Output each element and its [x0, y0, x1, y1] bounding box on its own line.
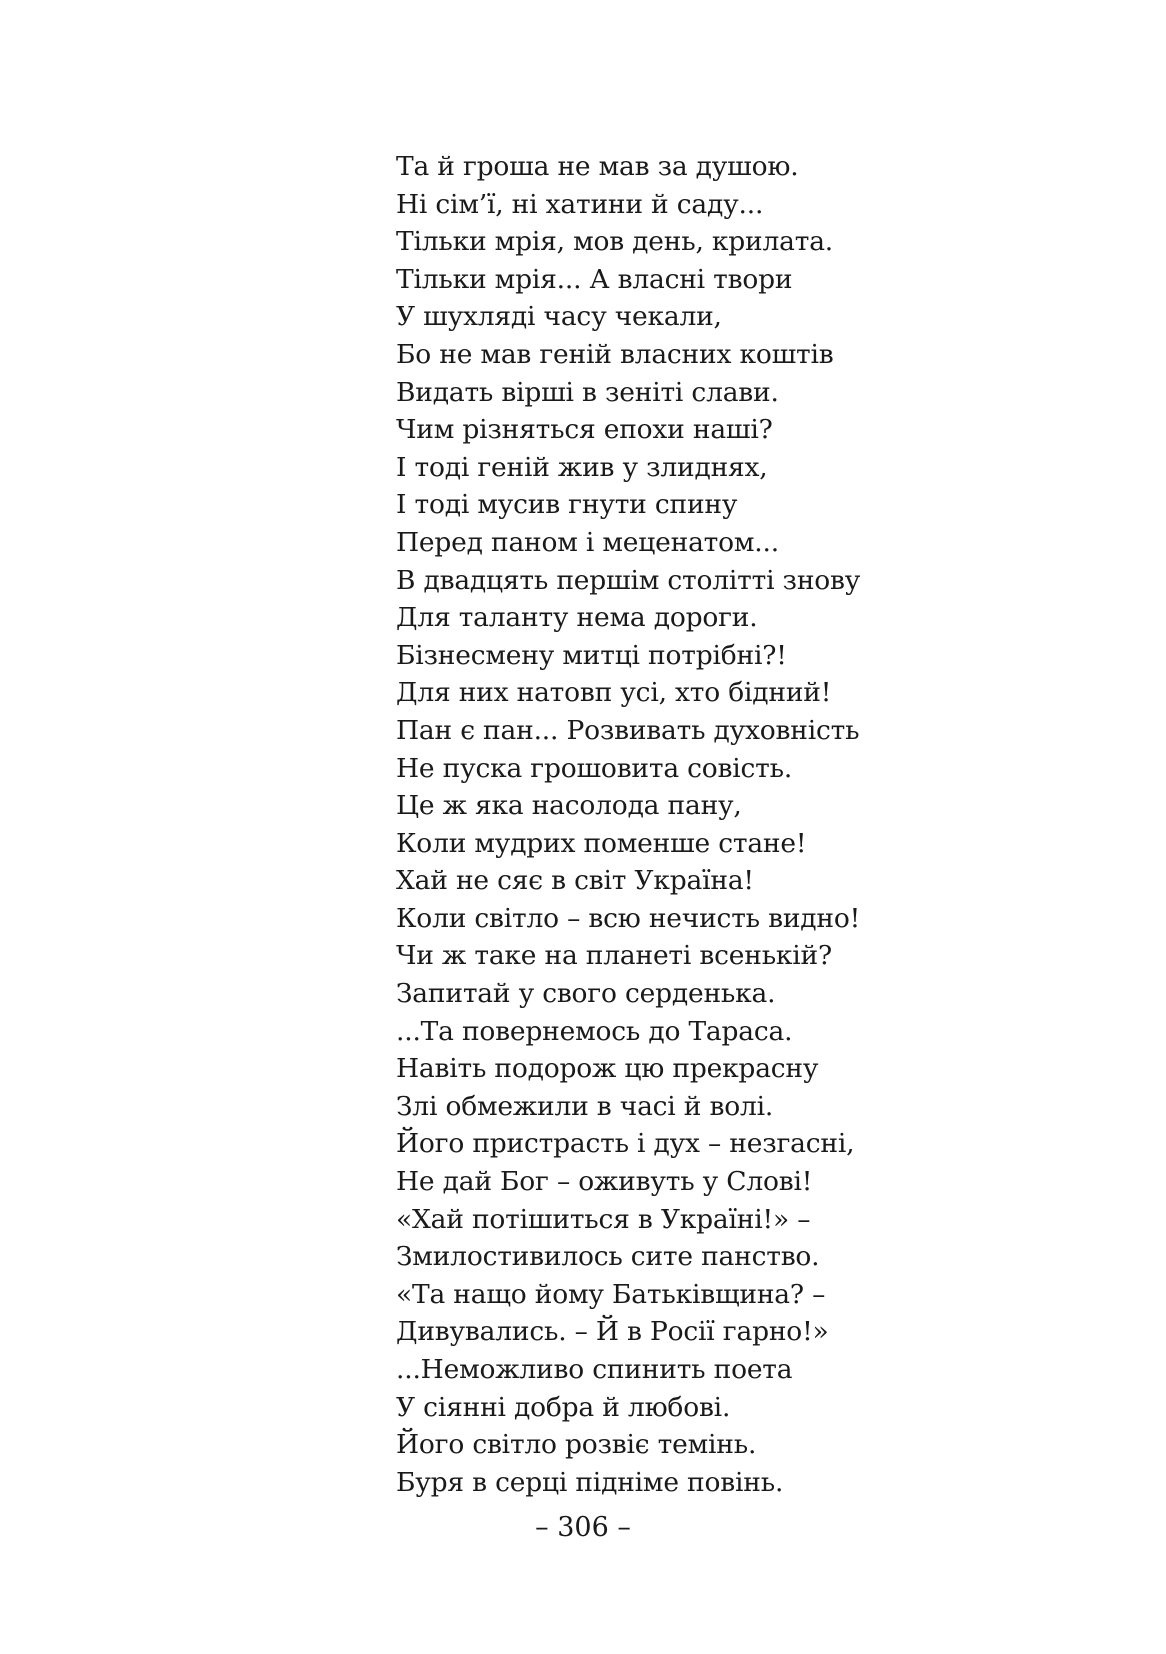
page-number: – 306 – — [535, 1512, 631, 1543]
poem-line: І тоді геній жив у злиднях, — [396, 451, 768, 483]
poem-line: Перед паном і меценатом... — [396, 526, 779, 558]
poem-line: Ні сім’ї, ні хатини й саду... — [396, 188, 764, 220]
poem-line: Для таланту нема дороги. — [396, 602, 758, 634]
poem-line: Змилостивилось сите панство. — [396, 1241, 820, 1273]
poem-line: ...Та повернемось до Тараса. — [396, 1015, 793, 1047]
poem-line: Бо не мав геній власних коштів — [396, 338, 834, 370]
poem-line: ...Неможливо спинить поета — [396, 1354, 793, 1385]
poem-line: Пан є пан... Розвивать духовність — [396, 714, 860, 746]
poem-line: Чи ж таке на планеті всенькій? — [396, 940, 833, 972]
poem-line: Його світло розвіє темінь. — [396, 1429, 757, 1461]
poem-line: В двадцять першім столітті знову — [396, 564, 861, 596]
poem-line: «Та нащо йому Батьківщина? – — [396, 1278, 826, 1310]
poem-line: Коли мудрих поменше стане! — [396, 827, 807, 859]
poem-line: Коли світло – всю нечисть видно! — [396, 902, 861, 934]
poem-line: Дивувались. – Й в Росії гарно!» — [396, 1316, 829, 1348]
poem-line: У сіянні добра й любові. — [396, 1391, 731, 1423]
poem-line: Запитай у свого серденька. — [396, 978, 776, 1010]
poem-line: Бізнесмену митці потрібні?! — [396, 639, 787, 671]
poem-line: Хай не сяє в світ Україна! — [396, 865, 754, 897]
poem-line: Та й гроша не мав за душою. — [396, 151, 799, 182]
poem-line: Це ж яка насолода пану, — [396, 790, 742, 822]
poem-line: «Хай потішиться в Україні!» – — [396, 1203, 811, 1235]
poem-line: Тільки мрія... А власні твори — [396, 263, 793, 295]
poem-line: Злі обмежили в часі й волі. — [396, 1090, 774, 1122]
poem-line: Не пуска грошовита совість. — [396, 752, 793, 784]
poem-line: Навіть подорож цю прекрасну — [396, 1053, 819, 1085]
poem-line: Видать вірші в зеніті слави. — [396, 376, 779, 408]
poem-line: І тоді мусив гнути спину — [396, 489, 738, 521]
poem-line: Буря в серці підніме повінь. — [396, 1466, 784, 1498]
poem-line: Його пристрасть і дух – незгасні, — [396, 1128, 855, 1160]
poem-line: Не дай Бог – оживуть у Слові! — [396, 1166, 813, 1198]
poem-line: У шухляді часу чекали, — [396, 301, 722, 333]
poem-line: Чим різняться епохи наші? — [396, 414, 773, 446]
poem-line: Для них натовп усі, хто бідний! — [396, 677, 832, 709]
poem-line: Тільки мрія, мов день, крилата. — [396, 226, 834, 258]
poem-text — [396, 148, 860, 1501]
